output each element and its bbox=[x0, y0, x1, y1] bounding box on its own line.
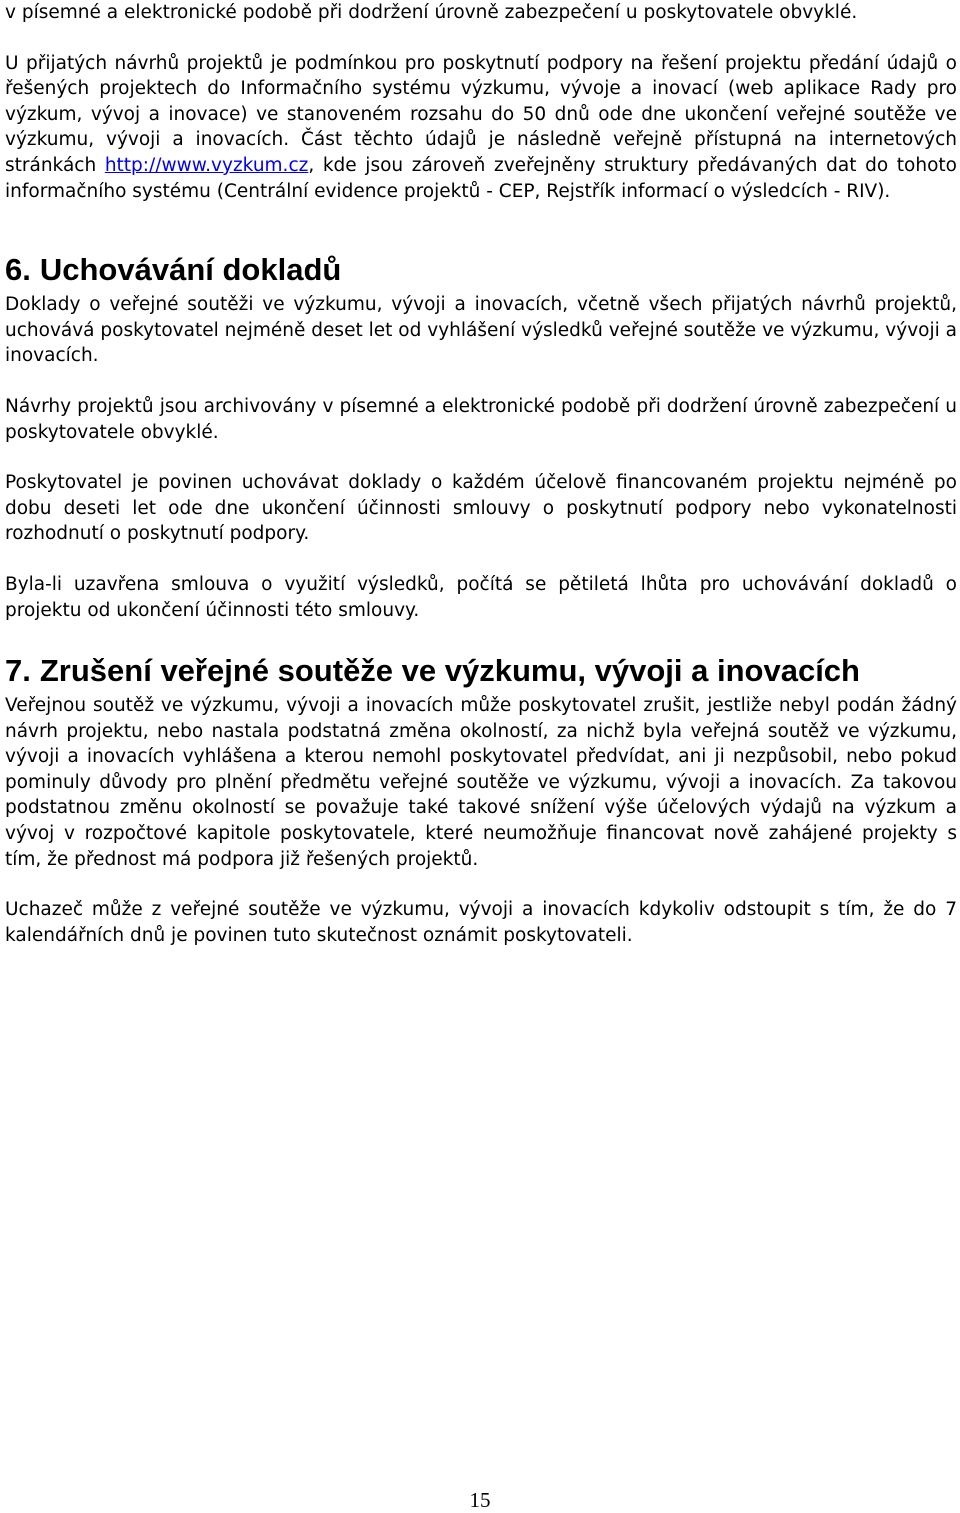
section-heading-6 bbox=[5, 252, 957, 288]
section-number: 7. bbox=[5, 653, 31, 689]
paragraph: Byla-li uzavřena smlouva o využití výsledků, počítá se pětiletá lhůta pro uchovávání dokladů o projektu od ukončení účinnosti této smlouvy. bbox=[5, 573, 957, 621]
paragraph: Doklady o veřejné soutěži ve výzkumu, vývoji a inovacích, včetně všech přijatých návrhů projektů, uchovává poskytovatel nejméně deset let od vyhlášení výsledků veřejné soutěže ve výzkumu, vývoji a inovacích. bbox=[5, 294, 957, 367]
section-number: 6. bbox=[5, 252, 31, 288]
page-number: 15 bbox=[469, 1488, 491, 1512]
section-title: Uchovávání dokladů bbox=[39, 252, 342, 288]
paragraph-text: , kde jsou zároveň zveřejněny struktury předávaných dat do tohoto informačního systému (Centrální evidence projektů - CEP, Rejstřík informací o výsledcích - RIV). bbox=[5, 154, 957, 202]
intro-paragraph: v písemné a elektronické podobě při dodržení úrovně zabezpečení u poskytovatele obvyklé. bbox=[5, 2, 858, 23]
section-title: Zrušení veřejné soutěže ve výzkumu, vývoji a inovacích bbox=[39, 653, 860, 689]
paragraph-text: U přijatých návrhů projektů je podmínkou pro poskytnutí podpory na řešení projektu předání údajů o řešených projektech do Informačního systému výzkumu, vývoje a inovací (web aplikace Rady pro výzkum, vývoj a inovace) ve stanoveném rozsahu do 50 dnů ode dne ukončení veřejné soutěže ve výzkumu, vývoji a inovacích. Část těchto údajů je následně veřejně přístupná na internetových stránkách bbox=[5, 52, 957, 176]
document-page bbox=[5, 0, 957, 948]
paragraph: Návrhy projektů jsou archivovány v písemné a elektronické podobě při dodržení úrovně zabezpečení u poskytovatele obvyklé. bbox=[5, 395, 957, 443]
paragraph: Uchazeč může z veřejné soutěže ve výzkumu, vývoji a inovacích kdykoliv odstoupit s tím, že do 7 kalendářních dnů je povinen tuto skutečnost oznámit poskytovateli. bbox=[5, 899, 957, 946]
vyzkum-link[interactable]: http://www.vyzkum.cz bbox=[104, 154, 309, 176]
paragraph: Poskytovatel je povinen uchovávat doklady o každém účelově financovaném projektu nejméně po dobu deseti let ode dne ukončení účinnosti smlouvy o poskytnutí podpory nebo vykonatelnosti rozhodnutí o poskytnutí podpory. bbox=[5, 472, 957, 545]
intro-paragraph-data-submission bbox=[5, 51, 957, 205]
paragraph: Veřejnou soutěž ve výzkumu, vývoji a inovacích může poskytovatel zrušit, jestliže nebyl podán žádný návrh projektu, nebo nastala podstatná změna okolností, za nichž byla veřejná soutěž ve výzkumu, vývoji a inovacích vyhlášena a kterou nemohl poskytovatel předvídat, ani ji nezpůsobil, nebo pokud pominuly důvody pro plnění předmětu veřejné soutěže ve výzkumu, vývoji a inovacích. Za takovou podstatnou změnu okolností se považuje také takové snížení výše účelových výdajů na výzkum a vývoj v rozpočtové kapitole poskytovatele, které neumožňuje financovat nově zahájené projekty s tím, že přednost má podpora již řešených projektů. bbox=[5, 695, 957, 870]
section-heading-7 bbox=[5, 653, 957, 689]
